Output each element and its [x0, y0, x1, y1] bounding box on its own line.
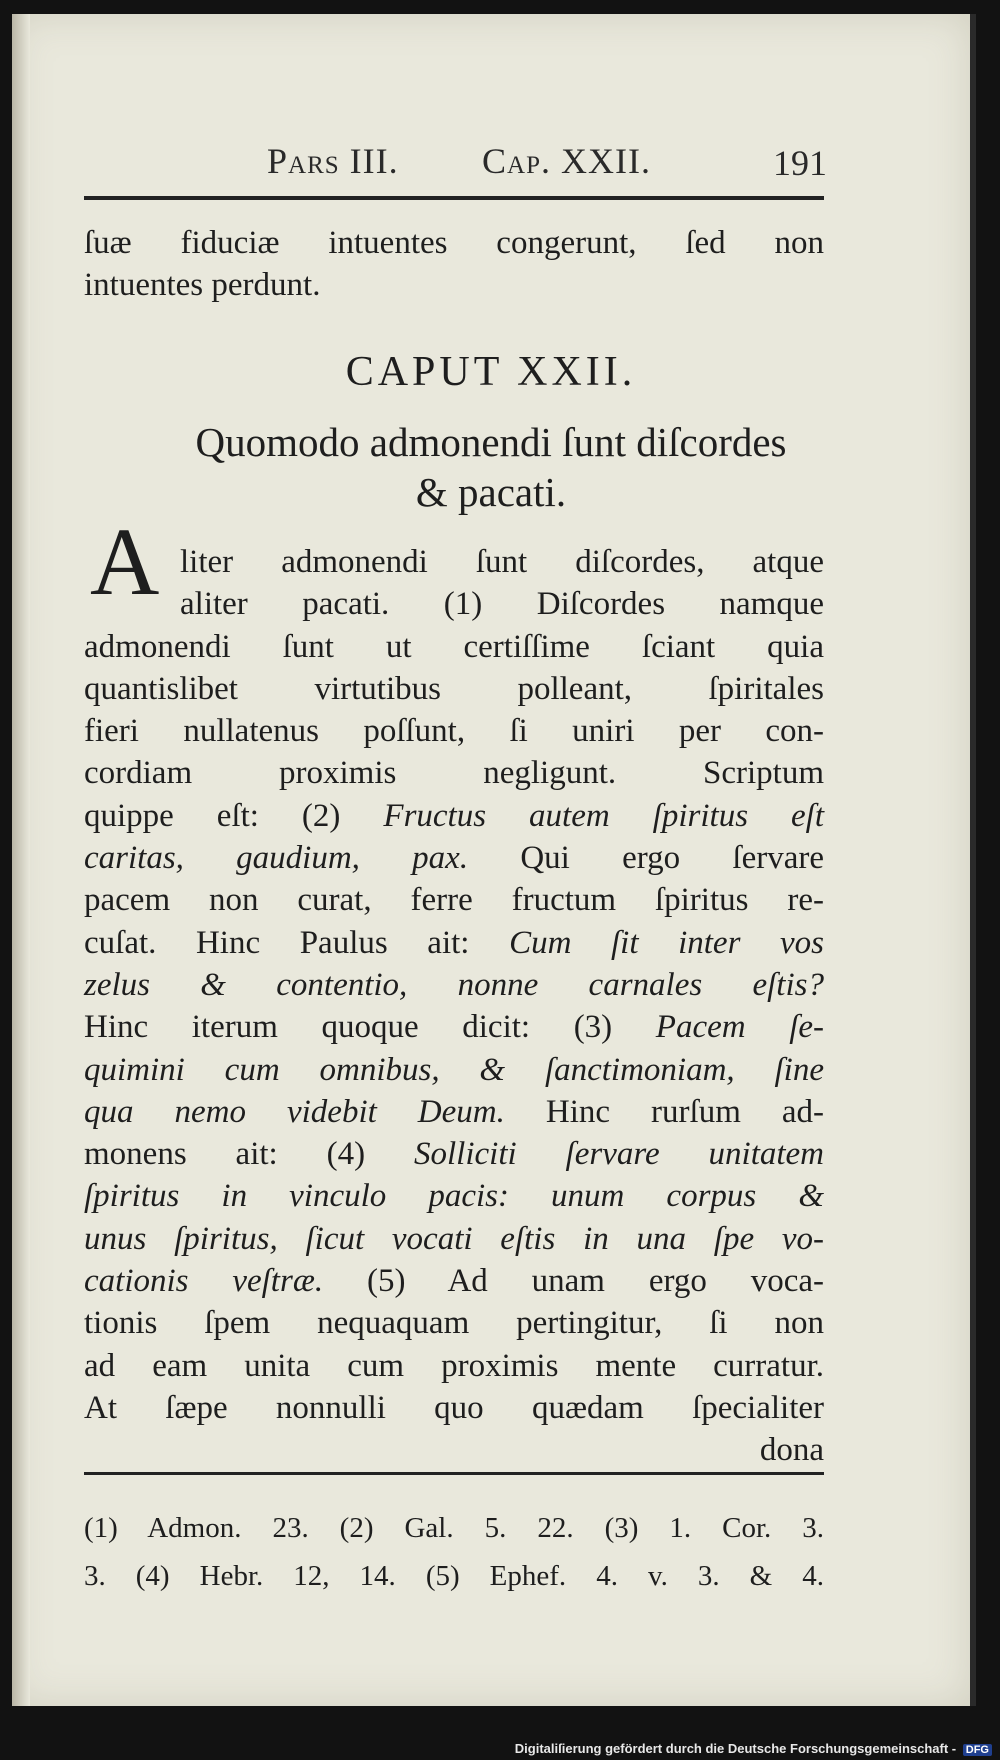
running-head-cap: Cap. XXII. [482, 141, 651, 181]
quote-span: Pacem ſe- [655, 1009, 824, 1046]
chapter-title-line: & pacati. [415, 469, 567, 515]
footnote-line: 3. (4) Hebr. 12, 14. (5) Ephef. 4. v. 3. & 4. [84, 1560, 824, 1592]
quote-span: Fructus autem ſpiritus eſt [383, 797, 824, 834]
text-line: quantislibet virtutibus polleant, ſpiritales [84, 670, 824, 707]
digitization-credit [515, 1741, 992, 1756]
body-text [84, 541, 824, 1472]
text-span: Qui ergo ſervare [520, 840, 824, 877]
chapter-title-line: Quomodo admonendi ſunt diſcordes [195, 419, 787, 465]
text-line: pacem non curat, ferre fructum ſpiritus re- [84, 882, 824, 919]
chapter-heading: CAPUT XXII. [345, 349, 637, 395]
text-line [84, 1091, 824, 1133]
text-line [84, 837, 824, 879]
text-line: tionis ſpem nequaquam pertingitur, ſi non [84, 1305, 824, 1342]
footnotes [84, 1504, 824, 1600]
quote-span: qua nemo videbit Deum. [84, 1093, 505, 1130]
footnote-rule [84, 1472, 824, 1475]
text-line [84, 1006, 824, 1048]
dfg-logo: DFG [963, 1744, 992, 1756]
credit-text: Digitaliſierung gefördert durch die Deutsche Forschungsgemeinschaft - [514, 1741, 957, 1756]
text-span: quippe eſt: (2) [84, 797, 341, 834]
footnote-line: (1) Admon. 23. (2) Gal. 5. 22. (3) 1. Cor. 3. [84, 1512, 824, 1544]
quote-span: quimini cum omnibus, & ſanctimoniam, ſine [84, 1051, 824, 1088]
text-line [84, 922, 824, 964]
text-line: At ſæpe nonnulli quo quædam ſpecialiter [84, 1389, 824, 1426]
text-line [84, 1049, 824, 1091]
text-line [84, 1218, 824, 1260]
text-span: monens ait: (4) [84, 1136, 366, 1173]
text-line: ſuæ fiduciæ intuentes congerunt, ſed non [84, 225, 824, 261]
quote-span: unus ſpiritus, ſicut vocati eſtis in una ſpe vo- [84, 1220, 824, 1257]
carry-over-text [84, 222, 824, 306]
text-span: cuſat. Hinc Paulus ait: [84, 924, 470, 961]
text-line: intuentes perdunt. [84, 267, 321, 303]
chapter-title [12, 417, 970, 517]
text-line: cordiam proximis negligunt. Scriptum [84, 755, 824, 792]
text-line [84, 1133, 824, 1175]
catchword: dona [759, 1432, 824, 1469]
text-line [84, 964, 824, 1006]
text-line: admonendi ſunt ut certiſſime ſciant quia [84, 628, 824, 665]
text-line: fieri nullatenus poſſunt, ſi uniri per con- [84, 713, 824, 750]
quote-span: ſpiritus in vinculo pacis: unum corpus & [84, 1178, 824, 1215]
text-line [84, 795, 824, 837]
text-line [84, 1175, 824, 1217]
text-span: Hinc rurſum ad- [545, 1093, 825, 1130]
header-rule [84, 196, 824, 200]
text-line: aliter pacati. (1) Diſcordes namque [180, 586, 824, 623]
text-span: Hinc iterum quoque dicit: (3) [84, 1009, 613, 1046]
text-line: ad eam unita cum proximis mente curratur. [84, 1347, 824, 1384]
text-line: liter admonendi ſunt diſcordes, atque [180, 544, 824, 580]
quote-span: cationis veſtræ. [84, 1263, 324, 1300]
running-head-pars: Pars III. [267, 141, 399, 181]
drop-cap: A [90, 508, 160, 615]
page-gutter-shadow [12, 14, 30, 1706]
text-span: (5) Ad unam ergo voca- [366, 1263, 824, 1300]
quote-span: zelus & contentio, nonne carnales eſtis? [84, 966, 824, 1003]
page-number: 191 [773, 143, 827, 183]
quote-span: Cum ſit inter vos [509, 924, 824, 961]
text-line [84, 1260, 824, 1302]
quote-span: caritas, gaudium, pax. [84, 840, 469, 877]
quote-span: Solliciti ſervare unitatem [414, 1136, 825, 1173]
book-page [12, 14, 976, 1706]
running-head [267, 140, 827, 190]
